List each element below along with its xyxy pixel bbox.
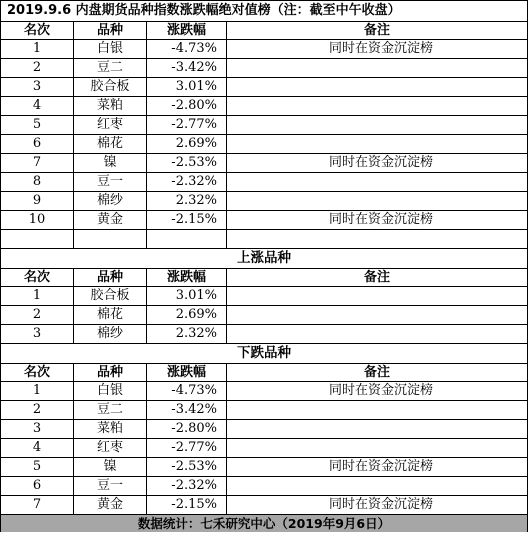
footer-source: 数据统计：七禾研究中心（2019年9月6日） (1, 515, 528, 533)
rank-cell: 2 (1, 401, 74, 420)
spacer-cell (227, 230, 528, 249)
table-row (1, 40, 528, 59)
table-row (1, 78, 528, 97)
header-change: 涨跌幅 (147, 22, 227, 40)
commodity-name-cell: 豆一 (74, 477, 147, 496)
note-cell: 同时在资金沉淀榜 (227, 458, 528, 477)
up-rank-body (1, 287, 528, 344)
header-rank: 名次 (1, 269, 74, 287)
rank-cell: 3 (1, 325, 74, 344)
note-cell (227, 135, 528, 154)
header-name: 品种 (74, 364, 147, 382)
table-row (1, 439, 528, 458)
rank-cell: 2 (1, 59, 74, 78)
change-percent-cell: 2.69% (147, 306, 227, 325)
down-rank-body (1, 382, 528, 515)
change-percent-cell: -3.42% (147, 59, 227, 78)
change-percent-cell: -2.80% (147, 97, 227, 116)
table-title: 2019.9.6 内盘期货品种指数涨跌幅绝对值榜（注：截至中午收盘） (1, 1, 528, 22)
table-row (1, 477, 528, 496)
rank-cell: 3 (1, 78, 74, 97)
rank-cell: 2 (1, 306, 74, 325)
commodity-name-cell: 红枣 (74, 116, 147, 135)
change-percent-cell: -2.15% (147, 496, 227, 515)
rank-cell: 9 (1, 192, 74, 211)
table-row (1, 173, 528, 192)
main-header-row (1, 22, 528, 40)
rank-cell: 1 (1, 40, 74, 59)
commodity-name-cell: 镍 (74, 154, 147, 173)
change-percent-cell: 3.01% (147, 78, 227, 97)
commodity-name-cell: 菜粕 (74, 420, 147, 439)
table-row (1, 420, 528, 439)
change-percent-cell: -2.77% (147, 439, 227, 458)
table-row (1, 135, 528, 154)
rank-cell: 10 (1, 211, 74, 230)
change-percent-cell: -2.32% (147, 477, 227, 496)
up-section-row (1, 249, 528, 269)
commodity-name-cell: 黄金 (74, 496, 147, 515)
table-row (1, 59, 528, 78)
commodity-name-cell: 棉花 (74, 135, 147, 154)
commodity-name-cell: 棉纱 (74, 192, 147, 211)
header-change: 涨跌幅 (147, 364, 227, 382)
header-change: 涨跌幅 (147, 269, 227, 287)
rank-cell: 7 (1, 154, 74, 173)
up-header-row (1, 269, 528, 287)
footer-row (1, 515, 528, 533)
table-row (1, 382, 528, 401)
spacer-row (1, 230, 528, 249)
spacer-cell (147, 230, 227, 249)
table-row (1, 116, 528, 135)
note-cell: 同时在资金沉淀榜 (227, 40, 528, 59)
rank-cell: 5 (1, 458, 74, 477)
change-percent-cell: -4.73% (147, 382, 227, 401)
rank-cell: 8 (1, 173, 74, 192)
commodity-name-cell: 白银 (74, 40, 147, 59)
header-rank: 名次 (1, 22, 74, 40)
change-percent-cell: -2.77% (147, 116, 227, 135)
change-percent-cell: 2.32% (147, 192, 227, 211)
commodity-name-cell: 胶合板 (74, 287, 147, 306)
commodity-name-cell: 棉纱 (74, 325, 147, 344)
commodity-name-cell: 红枣 (74, 439, 147, 458)
commodity-name-cell: 豆二 (74, 401, 147, 420)
table-row (1, 496, 528, 515)
note-cell (227, 97, 528, 116)
header-name: 品种 (74, 22, 147, 40)
table-row (1, 211, 528, 230)
commodity-name-cell: 黄金 (74, 211, 147, 230)
rank-cell: 1 (1, 382, 74, 401)
commodity-name-cell: 棉花 (74, 306, 147, 325)
note-cell (227, 306, 528, 325)
commodity-name-cell: 胶合板 (74, 78, 147, 97)
note-cell (227, 325, 528, 344)
note-cell (227, 477, 528, 496)
change-percent-cell: 3.01% (147, 287, 227, 306)
note-cell (227, 287, 528, 306)
change-percent-cell: 2.32% (147, 325, 227, 344)
rank-cell: 6 (1, 135, 74, 154)
note-cell: 同时在资金沉淀榜 (227, 154, 528, 173)
section-title-up: 上涨品种 (1, 249, 528, 269)
note-cell (227, 173, 528, 192)
header-note: 备注 (227, 364, 528, 382)
note-cell (227, 116, 528, 135)
table-row (1, 154, 528, 173)
rank-cell: 4 (1, 439, 74, 458)
rank-cell: 5 (1, 116, 74, 135)
commodity-name-cell: 白银 (74, 382, 147, 401)
main-rank-body (1, 40, 528, 230)
table-row (1, 325, 528, 344)
header-name: 品种 (74, 269, 147, 287)
section-title-down: 下跌品种 (1, 344, 528, 364)
down-header-row (1, 364, 528, 382)
change-percent-cell: -2.15% (147, 211, 227, 230)
commodity-name-cell: 菜粕 (74, 97, 147, 116)
table-row (1, 287, 528, 306)
table-row (1, 192, 528, 211)
change-percent-cell: -2.53% (147, 154, 227, 173)
spacer-cell (74, 230, 147, 249)
note-cell (227, 78, 528, 97)
note-cell: 同时在资金沉淀榜 (227, 211, 528, 230)
note-cell (227, 192, 528, 211)
note-cell (227, 439, 528, 458)
header-rank: 名次 (1, 364, 74, 382)
commodity-name-cell: 镍 (74, 458, 147, 477)
header-note: 备注 (227, 269, 528, 287)
change-percent-cell: -2.53% (147, 458, 227, 477)
commodity-name-cell: 豆二 (74, 59, 147, 78)
table-row (1, 401, 528, 420)
title-row (1, 1, 528, 22)
change-percent-cell: 2.69% (147, 135, 227, 154)
rank-cell: 4 (1, 97, 74, 116)
rank-cell: 7 (1, 496, 74, 515)
rank-cell: 1 (1, 287, 74, 306)
rank-cell: 3 (1, 420, 74, 439)
note-cell: 同时在资金沉淀榜 (227, 496, 528, 515)
note-cell (227, 401, 528, 420)
rank-cell: 6 (1, 477, 74, 496)
note-cell (227, 59, 528, 78)
table-row (1, 458, 528, 477)
spacer-cell (1, 230, 74, 249)
change-percent-cell: -2.32% (147, 173, 227, 192)
table-row (1, 306, 528, 325)
header-note: 备注 (227, 22, 528, 40)
commodity-name-cell: 豆一 (74, 173, 147, 192)
down-section-row (1, 344, 528, 364)
change-percent-cell: -3.42% (147, 401, 227, 420)
note-cell: 同时在资金沉淀榜 (227, 382, 528, 401)
table-row (1, 97, 528, 116)
change-percent-cell: -4.73% (147, 40, 227, 59)
change-percent-cell: -2.80% (147, 420, 227, 439)
note-cell (227, 420, 528, 439)
